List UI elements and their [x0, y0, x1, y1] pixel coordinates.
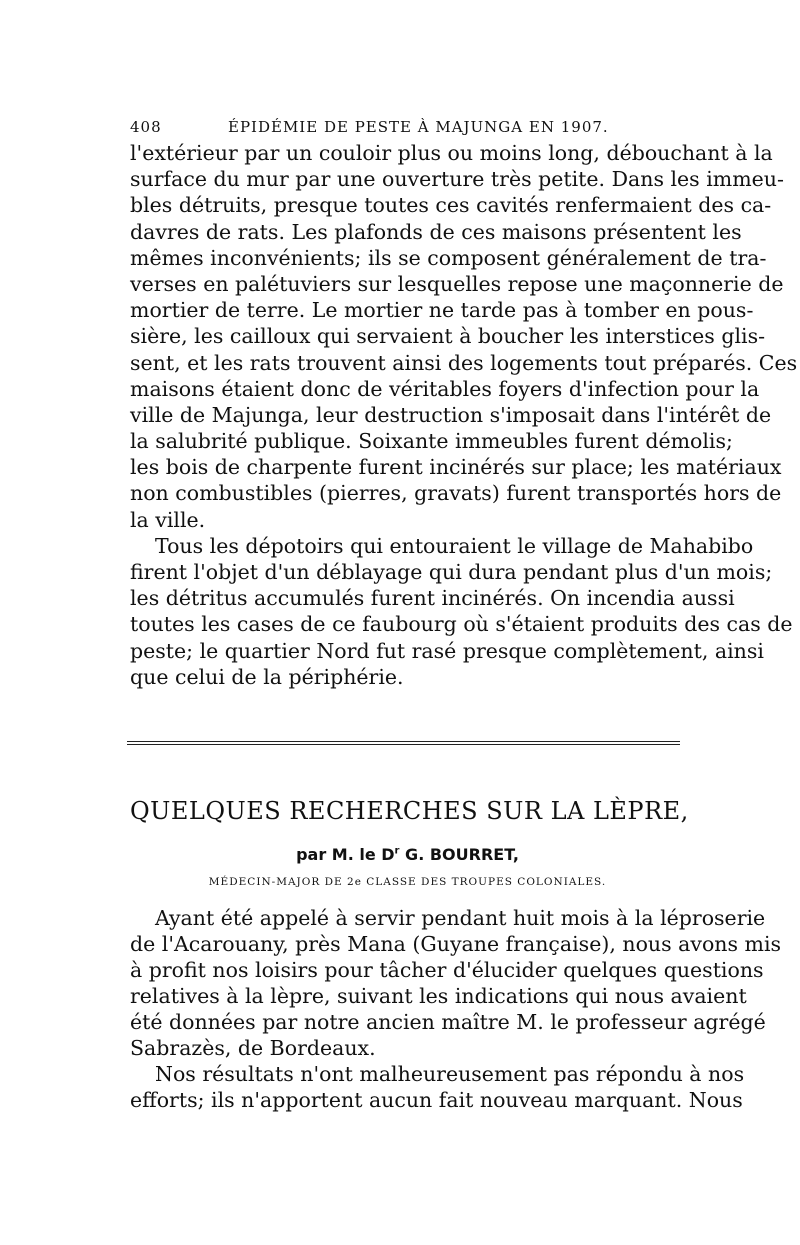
text-line: à profit nos loisirs pour tâcher d'élucider quelques questions: [130, 958, 764, 982]
byline-superscript: r: [394, 845, 400, 857]
text-line: les bois de charpente furent incinérés sur place; les matériaux: [130, 455, 782, 480]
text-line: bles détruits, presque toutes ces cavités renfermaient des ca-: [130, 193, 772, 218]
text-line: mortier de terre. Le mortier ne tarde pas à tomber en pous-: [130, 298, 754, 323]
text-line: non combustibles (pierres, gravats) furent transportés hors de: [130, 481, 782, 506]
continued-text: [130, 140, 798, 690]
text-line: efforts; ils n'apportent aucun fait nouveau marquant. Nous: [130, 1088, 743, 1112]
text-line: ville de Majunga, leur destruction s'imposait dans l'intérêt de: [130, 402, 772, 427]
text-line: mêmes inconvénients; ils se composent généralement de tra-: [130, 245, 767, 270]
text-line: firent l'objet d'un déblayage qui dura pendant plus d'un mois;: [130, 560, 773, 584]
text-line: que celui de la périphérie.: [130, 664, 404, 689]
section-divider: [127, 741, 680, 745]
article-title: QUELQUES RECHERCHES SUR LA LÈPRE,: [130, 797, 689, 825]
author-byline: [130, 845, 685, 864]
text-line: surface du mur par une ouverture très petite. Dans les immeu-: [130, 167, 784, 192]
text-line: les détritus accumulés furent incinérés. On incendia aussi: [130, 586, 735, 611]
author-affiliation: MÉDECIN-MAJOR DE 2e CLASSE DES TROUPES COLONIALES.: [208, 876, 607, 888]
text-line: de l'Acarouany, près Mana (Guyane française), nous avons mis: [130, 932, 782, 956]
text-line: Nos résultats n'ont malheureusement pas répondu à nos: [155, 1062, 745, 1086]
text-line: verses en palétuviers sur lesquelles repose une maçonnerie de: [130, 271, 784, 296]
running-title: ÉPIDÉMIE DE PESTE À MAJUNGA EN 1907.: [228, 118, 609, 136]
article-body: [130, 905, 782, 1113]
text-line: la ville.: [130, 507, 206, 532]
text-line: davres de rats. Les plafonds de ces maisons présentent les: [130, 219, 742, 244]
text-line: toutes les cases de ce faubourg où s'étaient produits des cas de: [130, 612, 793, 637]
running-header: [130, 118, 685, 140]
text-line: la salubrité publique. Soixante immeubles furent démolis;: [130, 429, 733, 454]
text-line: Tous les dépotoirs qui entouraient le village de Mahabibo: [155, 533, 754, 558]
byline-prefix: par M. le D: [296, 845, 395, 864]
text-line: sière, les cailloux qui servaient à boucher les interstices glis-: [130, 324, 766, 349]
text-line: Ayant été appelé à servir pendant huit mois à la léproserie: [155, 906, 766, 930]
text-line: été données par notre ancien maître M. le professeur agrégé: [130, 1010, 766, 1034]
text-line: l'extérieur par un couloir plus ou moins long, débouchant à la: [130, 141, 773, 165]
text-line: Sabrazès, de Bordeaux.: [130, 1036, 376, 1060]
text-line: relatives à la lèpre, suivant les indications qui nous avaient: [130, 984, 747, 1008]
page-number: 408: [130, 118, 162, 136]
text-line: sent, et les rats trouvent ainsi des logements tout préparés. Ces: [130, 350, 798, 375]
text-line: peste; le quartier Nord fut rasé presque complètement, ainsi: [130, 638, 764, 663]
author-name: G. BOURRET,: [399, 845, 519, 864]
text-line: maisons étaient donc de véritables foyers d'infection pour la: [130, 376, 760, 401]
